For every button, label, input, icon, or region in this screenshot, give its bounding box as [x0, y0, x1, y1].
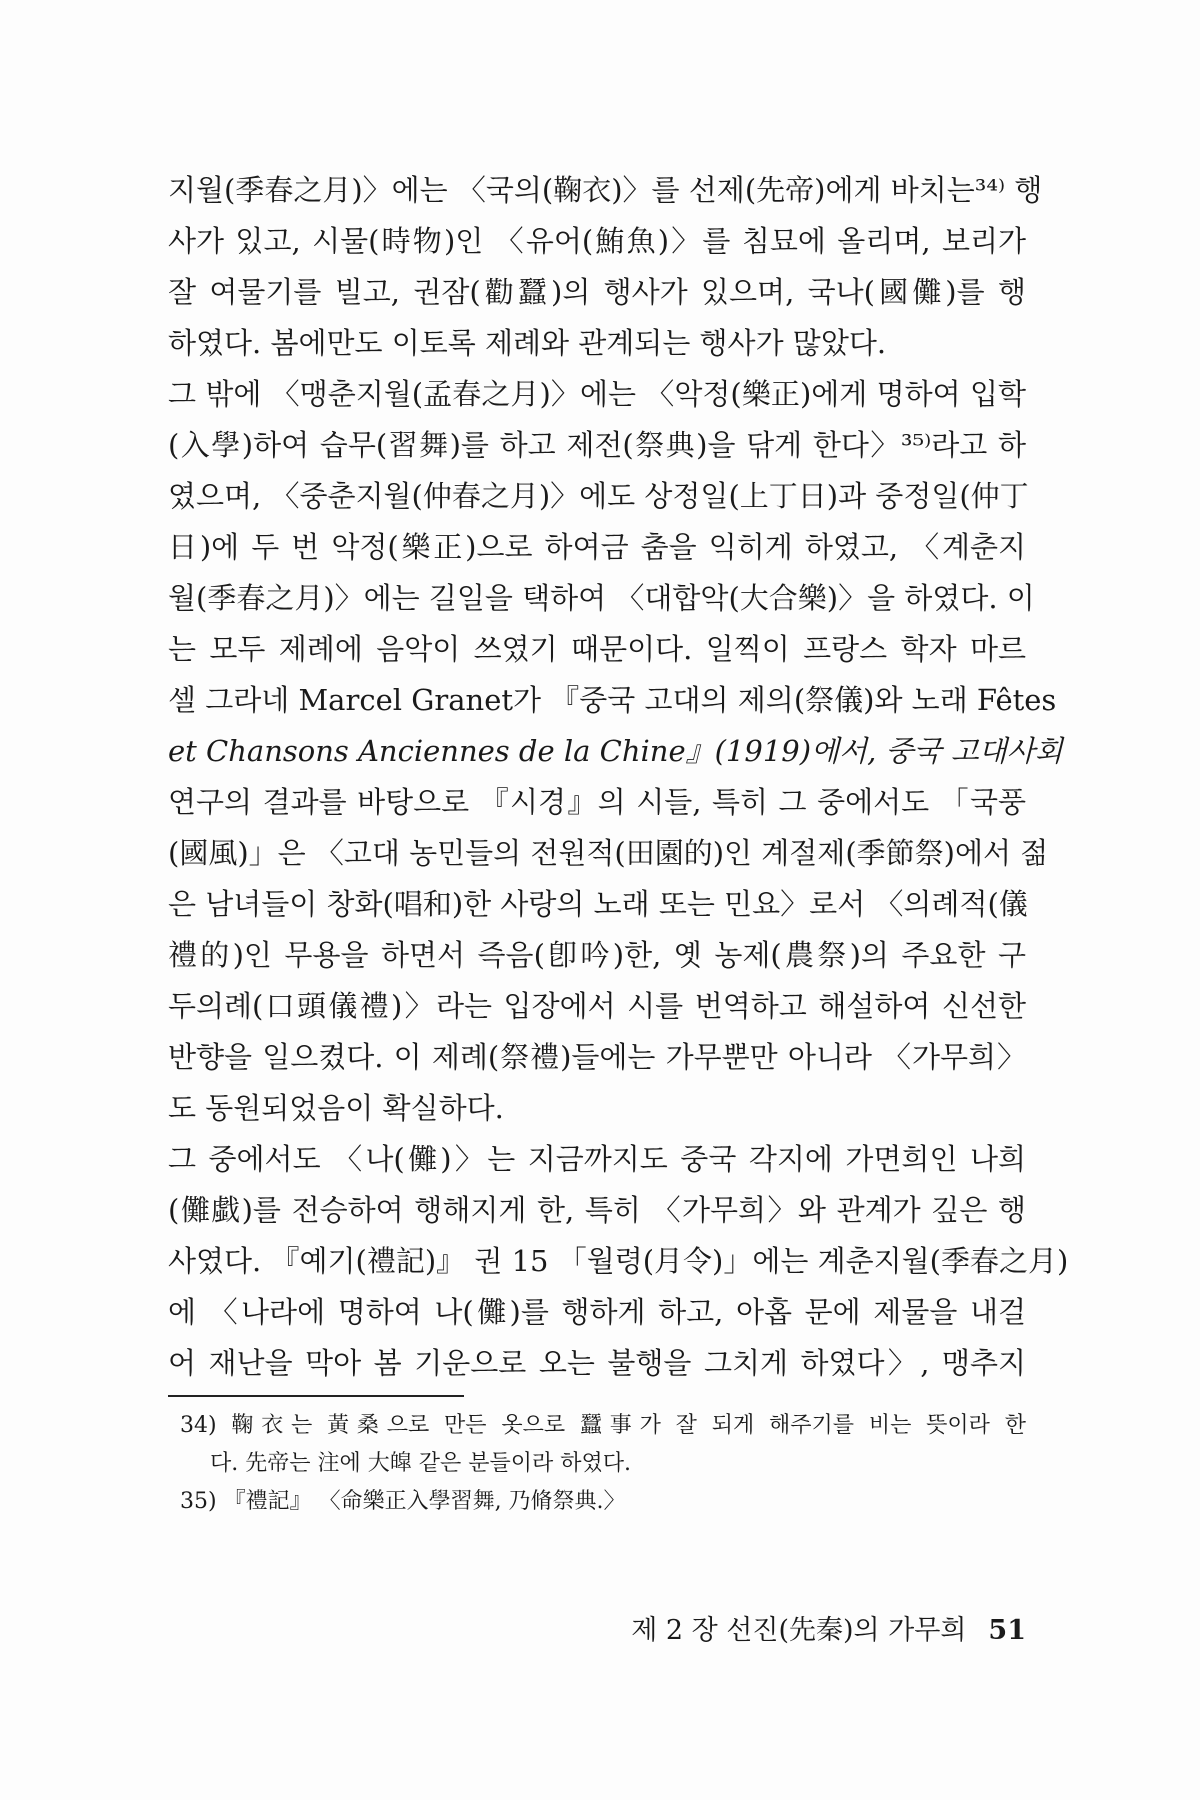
body-line: 였으며, 〈중춘지월(仲春之月)〉에도 상정일(上丁日)과 중정일(仲丁	[168, 479, 1029, 513]
footnote-line: 35) 『禮記』 〈命樂正入學習舞, 乃脩祭典.〉	[180, 1489, 626, 1514]
footnote-line: 34) 鞠衣는 黃桑으로 만든 옷으로 蠶事가 잘 되게 해주기를 비는 뜻이라 한	[180, 1413, 1026, 1438]
body-line: (國風)」은 〈고대 농민들의 전원적(田園的)인 계절제(季節祭)에서 젊	[168, 836, 1049, 870]
body-line: 어 재난을 막아 봄 기운으로 오는 불행을 그치게 하였다〉, 맹추지	[168, 1346, 1026, 1380]
body-line: 지월(季春之月)〉에는 〈국의(鞠衣)〉를 선제(先帝)에게 바치는³⁴⁾ 행	[168, 173, 1043, 207]
body-line: 禮的)인 무용을 하면서 즉음(卽吟)한, 옛 농제(農祭)의 주요한 구	[168, 938, 1026, 972]
body-line: (儺戱)를 전승하여 행해지게 한, 특히 〈가무희〉와 관계가 깊은 행	[168, 1193, 1026, 1227]
body-line: 연구의 결과를 바탕으로 『시경』의 시들, 특히 그 중에서도 「국풍	[168, 785, 1026, 819]
body-line: 두의례(口頭儀禮)〉라는 입장에서 시를 번역하고 해설하여 신선한	[168, 989, 1026, 1023]
running-footer	[600, 1614, 1026, 1648]
body-line: 사였다. 『예기(禮記)』 권 15 「월령(月令)」에는 계춘지월(季春之月)	[168, 1244, 1069, 1278]
body-line: et Chansons Anciennes de la Chine』(1919)에서, 중국 고대사회	[168, 734, 1063, 768]
body-line: 에 〈나라에 명하여 나(儺)를 행하게 하고, 아홉 문에 제물을 내걸	[168, 1295, 1026, 1329]
body-line: 은 남녀들이 창화(唱和)한 사랑의 노래 또는 민요〉로서 〈의례적(儀	[168, 887, 1028, 921]
body-text	[168, 165, 1069, 1389]
body-line: 日)에 두 번 악정(樂正)으로 하여금 춤을 익히게 하였고, 〈계춘지	[168, 530, 1026, 564]
body-line: 하였다. 봄에만도 이토록 제례와 관계되는 행사가 많았다.	[168, 326, 887, 360]
running-head: 제 2 장 선진(先秦)의 가무희	[631, 1615, 967, 1646]
body-line: 잘 여물기를 빌고, 권잠(勸蠶)의 행사가 있으며, 국나(國儺)를 행	[168, 275, 1026, 309]
body-line: 그 중에서도 〈나(儺)〉는 지금까지도 중국 각지에 가면희인 나희	[168, 1142, 1026, 1176]
body-line: 월(季春之月)〉에는 길일을 택하여 〈대합악(大合樂)〉을 하였다. 이	[168, 581, 1035, 615]
body-line: 는 모두 제례에 음악이 쓰였기 때문이다. 일찍이 프랑스 학자 마르	[168, 632, 1026, 666]
footnotes	[180, 1407, 1026, 1521]
body-line: (入學)하여 습무(習舞)를 하고 제전(祭典)을 닦게 한다〉³⁵⁾라고 하	[168, 428, 1026, 462]
footnote-divider	[168, 1395, 464, 1397]
footnote-line: 다. 先帝는 注에 大皡 같은 분들이라 하였다.	[210, 1451, 631, 1476]
body-line: 반향을 일으켰다. 이 제례(祭禮)들에는 가무뿐만 아니라 〈가무희〉	[168, 1040, 1026, 1074]
body-line: 셀 그라네 Marcel Granet가 『중국 고대의 제의(祭儀)와 노래 Fêtes	[168, 683, 1057, 717]
page-number: 51	[988, 1615, 1026, 1646]
body-line: 도 동원되었음이 확실하다.	[168, 1091, 504, 1125]
body-line: 그 밖에 〈맹춘지월(孟春之月)〉에는 〈악정(樂正)에게 명하여 입학	[168, 377, 1026, 411]
body-line: 사가 있고, 시물(時物)인 〈유어(鮪魚)〉를 침묘에 올리며, 보리가	[168, 224, 1026, 258]
